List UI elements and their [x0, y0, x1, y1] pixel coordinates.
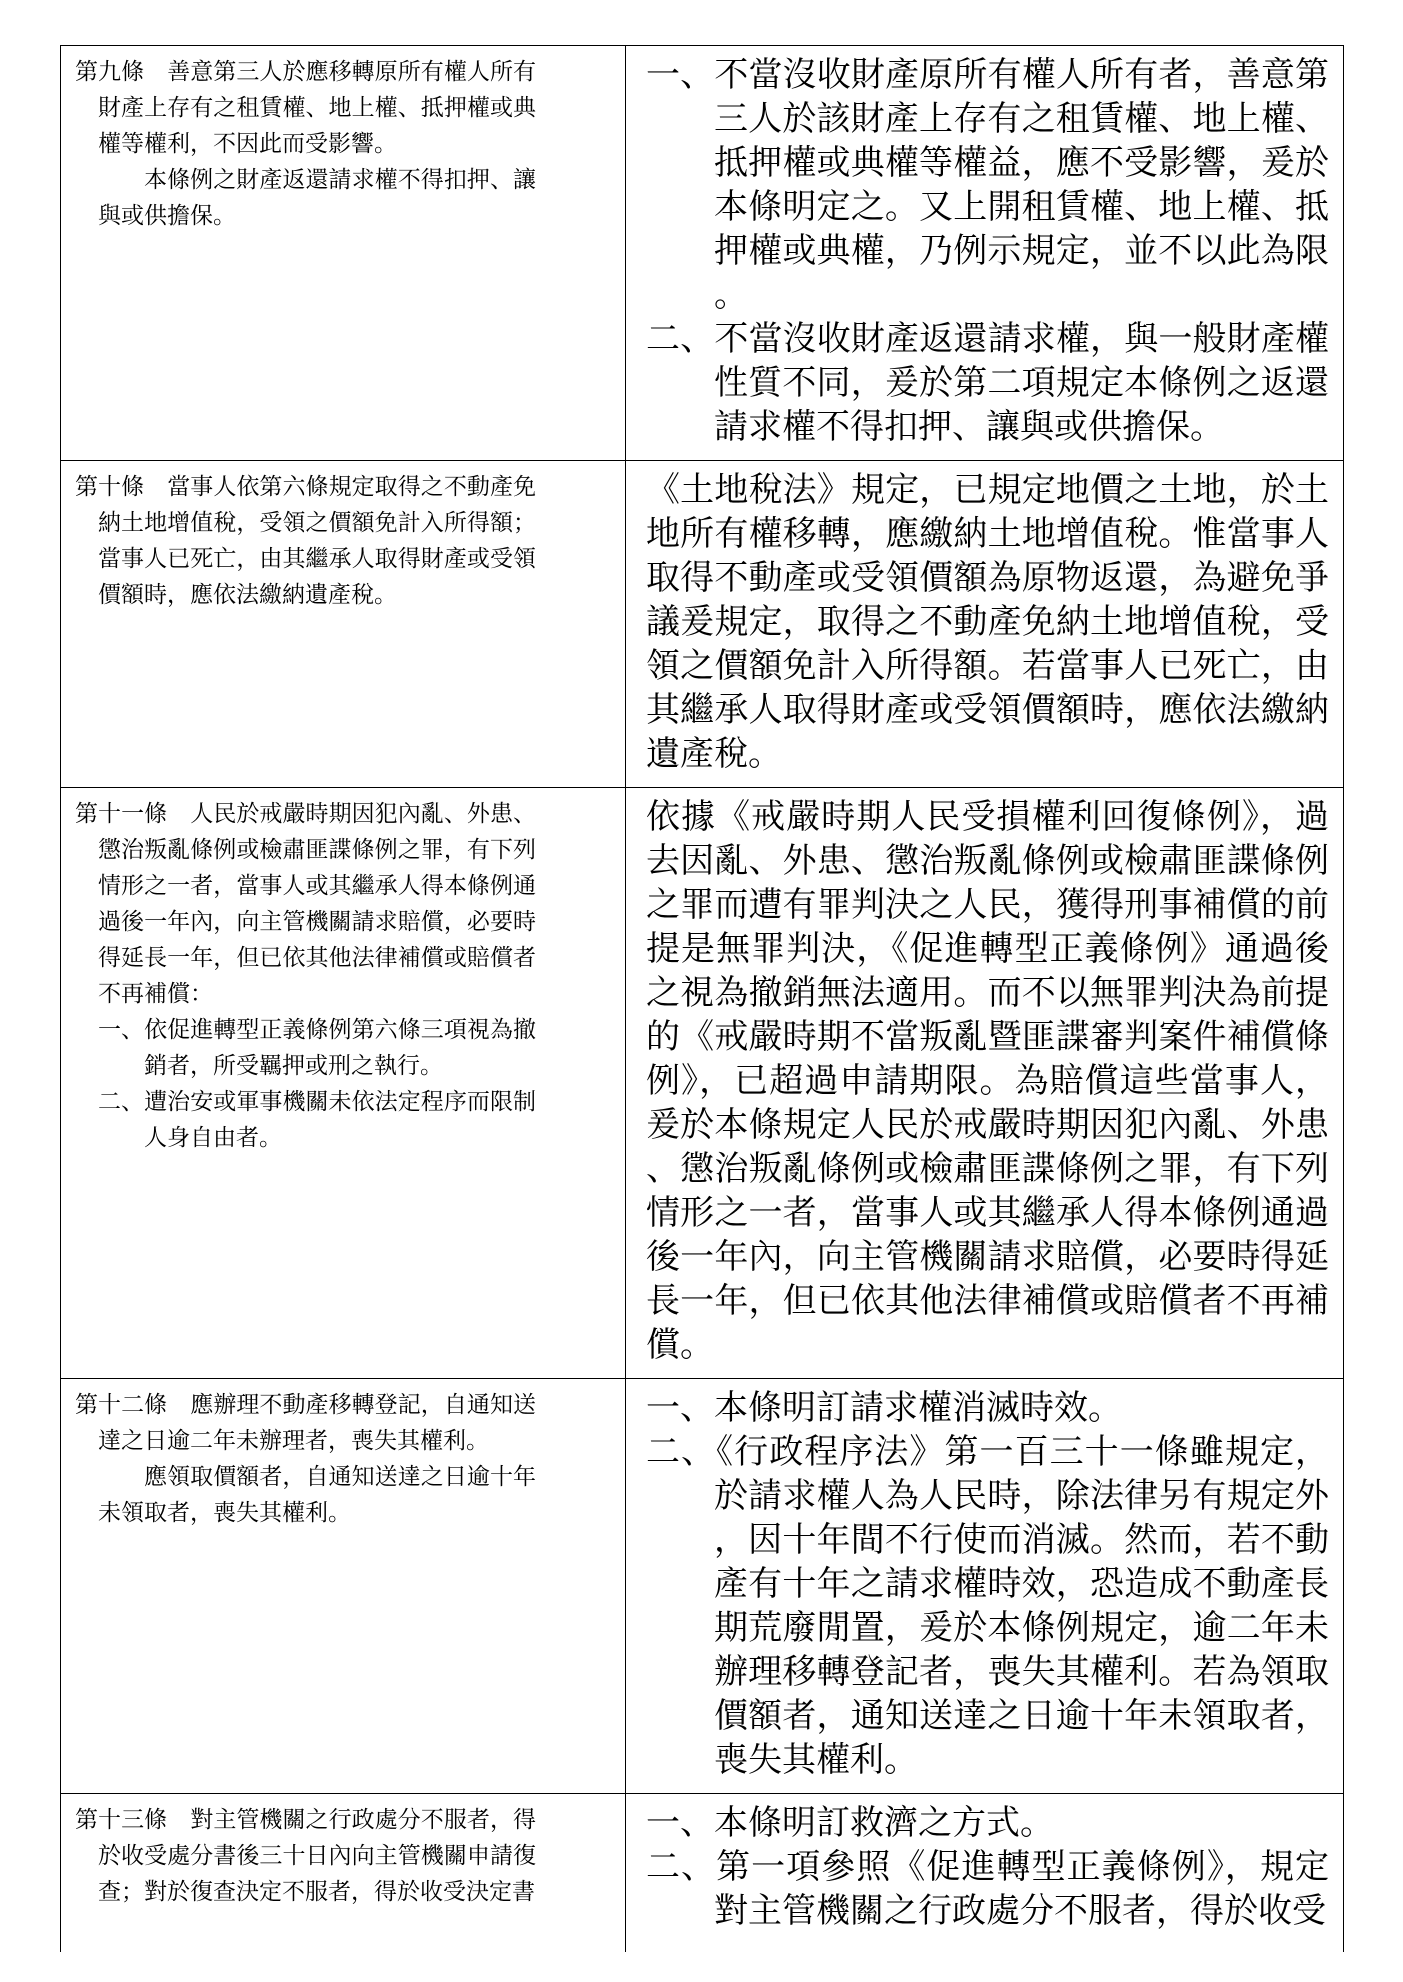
- row-article-9: [61, 46, 1344, 461]
- article-9-explanation-cell: [626, 46, 1344, 461]
- row-article-12: [61, 1379, 1344, 1794]
- explanation-item: 一、本條明訂請求權消滅時效。: [646, 1390, 1122, 1427]
- provision-paragraph: 應領取價額者，自通知送達之日逾十年未領取者，喪失其權利。: [98, 1464, 536, 1525]
- explanation-item: 二、《行政程序法》第一百三十一條雖規定，於請求權人為人民時，除法律另有規定外，因十年間不行使而消滅。然而，若不動產有十年之請求權時效，恐造成不動產長期荒廢閒置，爰於本條例規定，逾二年未辦理移轉登記者，喪失其權利。若為領取價額者，通知送達之日逾十年未領取者，喪失其權利。: [646, 1434, 1329, 1779]
- article-10-provision-cell: [61, 461, 626, 788]
- provision-paragraph: 第十條 當事人依第六條規定取得之不動產免納土地增值稅，受領之價額免計入所得額；當事人已死亡，由其繼承人取得財產或受領價額時，應依法繳納遺產稅。: [75, 474, 536, 607]
- article-9-provision-cell: [61, 46, 626, 461]
- explanation-item: 一、本條明訂救濟之方式。: [646, 1805, 1054, 1842]
- explanation-paragraph: 依據《戒嚴時期人民受損權利回復條例》，過去因亂、外患、懲治叛亂條例或檢肅匪諜條例之罪而遭有罪判決之人民，獲得刑事補償的前提是無罪判決，《促進轉型正義條例》通過後之視為撤銷無法適用。而不以無罪判決為前提的《戒嚴時期不當叛亂暨匪諜審判案件補償條例》，已超過申請期限。為賠償這些當事人，爰於本條規定人民於戒嚴時期因犯內亂、外患、懲治叛亂條例或檢肅匪諜條例之罪，有下列情形之一者，當事人或其繼承人得本條例通過後一年內，向主管機關請求賠償，必要時得延長一年，但已依其他法律補償或賠償者不再補償。: [646, 799, 1329, 1364]
- row-article-10: [61, 461, 1344, 788]
- provision-paragraph: 第九條 善意第三人於應移轉原所有權人所有財產上存有之租賃權、地上權、抵押權或典權等權利，不因此而受影響。: [75, 59, 536, 156]
- provision-paragraph: 第十三條 對主管機關之行政處分不服者，得於收受處分書後三十日內向主管機關申請復查；對於復查決定不服者，得於收受決定書: [75, 1807, 536, 1904]
- provision-paragraph: 第十一條 人民於戒嚴時期因犯內亂、外患、懲治叛亂條例或檢肅匪諜條例之罪，有下列情形之一者，當事人或其繼承人得本條例通過後一年內，向主管機關請求賠償，必要時得延長一年，但已依其他法律補償或賠償者不再補償：: [75, 801, 536, 1006]
- explanation-paragraph: 《土地稅法》規定，已規定地價之土地，於土地所有權移轉，應繳納土地增值稅。惟當事人取得不動產或受領價額為原物返還，為避免爭議爰規定，取得之不動產免納土地增值稅，受領之價額免計入所得額。若當事人已死亡，由其繼承人取得財產或受領價額時，應依法繳納遺產稅。: [646, 472, 1329, 773]
- article-11-explanation-cell: [626, 788, 1344, 1379]
- provision-subsection: 一、依促進轉型正義條例第六條三項視為撤銷者，所受羈押或刑之執行。: [98, 1017, 536, 1078]
- explanation-item: 二、不當沒收財產返還請求權，與一般財產權性質不同，爰於第二項規定本條例之返還請求權不得扣押、讓與或供擔保。: [646, 321, 1329, 446]
- article-11-provision-cell: [61, 788, 626, 1379]
- article-10-explanation-cell: [626, 461, 1344, 788]
- article-12-provision-cell: [61, 1379, 626, 1794]
- row-article-13: [61, 1794, 1344, 1952]
- provision-paragraph: 本條例之財產返還請求權不得扣押、讓與或供擔保。: [98, 167, 536, 228]
- explanation-item: 二、第一項參照《促進轉型正義條例》，規定對主管機關之行政處分不服者，得於收受: [646, 1849, 1329, 1930]
- article-13-explanation-cell: [626, 1794, 1344, 1952]
- article-12-explanation-cell: [626, 1379, 1344, 1794]
- provision-paragraph: 第十二條 應辦理不動產移轉登記，自通知送達之日逾二年未辦理者，喪失其權利。: [75, 1392, 536, 1453]
- row-article-11: [61, 788, 1344, 1379]
- explanation-item: 一、不當沒收財產原所有權人所有者，善意第三人於該財產上存有之租賃權、地上權、抵押權或典權等權益，應不受影響，爰於本條明定之。又上開租賃權、地上權、抵押權或典權，乃例示規定，並不以此為限。: [646, 57, 1329, 314]
- comparison-table: [60, 45, 1344, 1952]
- article-13-provision-cell: [61, 1794, 626, 1952]
- provision-subsection: 二、遭治安或軍事機關未依法定程序而限制人身自由者。: [98, 1089, 536, 1150]
